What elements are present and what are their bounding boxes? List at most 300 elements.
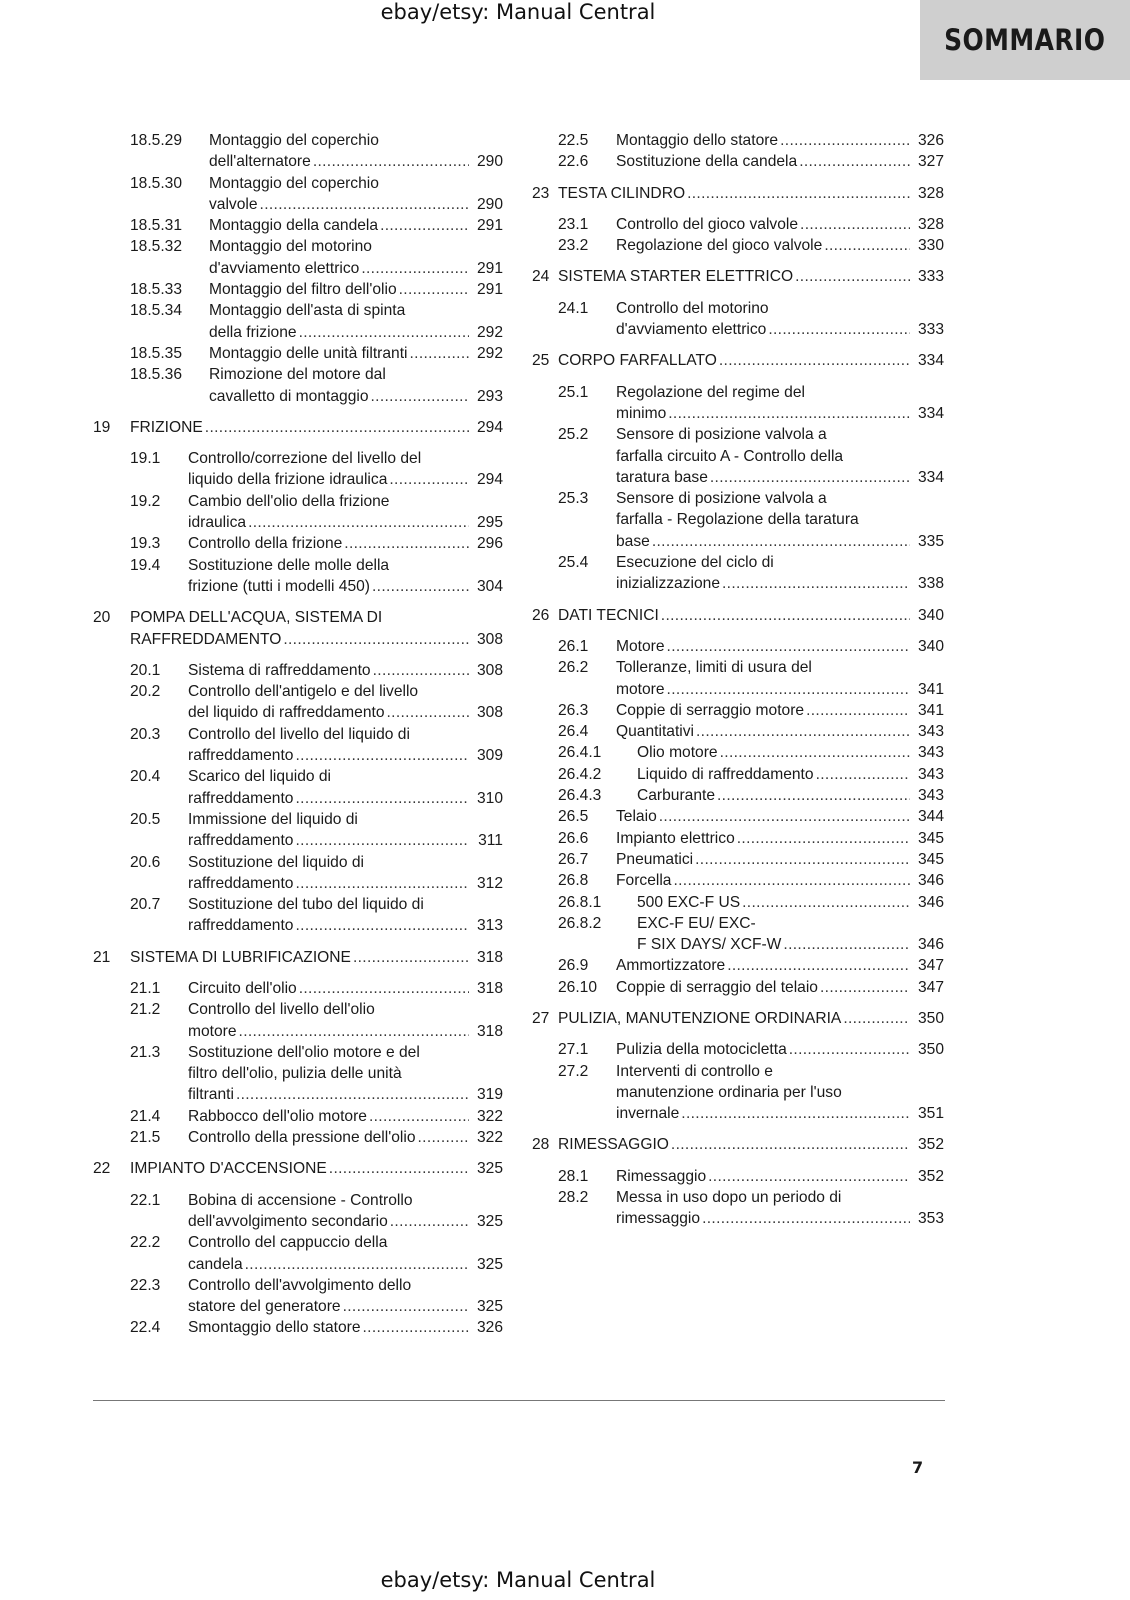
dot-leader: [659, 806, 910, 827]
dot-leader: [329, 1158, 469, 1179]
toc-entry-number: 20.5: [130, 810, 161, 828]
toc-entry-number: 26.5: [558, 808, 589, 826]
toc-entry-title-line: RAFFREDDAMENTO: [130, 630, 282, 648]
toc-entry-title-line: Pulizia della motocicletta: [616, 1041, 787, 1059]
toc-entry-number: 26.1: [558, 637, 589, 655]
toc-chapter[interactable]: [532, 350, 944, 371]
dot-leader: [737, 828, 910, 849]
toc-entry-number: 26.4.2: [558, 765, 602, 783]
toc-entry-page: 347: [917, 957, 944, 975]
toc-entry-title-line: FRIZIONE: [130, 418, 203, 436]
toc-entry-number: 21: [93, 948, 111, 966]
dot-leader: [390, 1211, 469, 1232]
toc-entry-title-line: Rabbocco dell'olio motore: [188, 1107, 367, 1125]
section-tab: [920, 0, 1130, 80]
toc-entry-title-line: Montaggio del coperchio: [209, 174, 379, 192]
toc-entry[interactable]: [93, 1127, 503, 1148]
dot-leader: [820, 977, 910, 998]
toc-entry-page: 334: [917, 352, 944, 370]
toc-entry[interactable]: [532, 424, 944, 488]
toc-entry[interactable]: [532, 700, 944, 721]
toc-chapter[interactable]: [93, 607, 503, 650]
toc-entry-number: 19: [93, 418, 111, 436]
toc-chapter[interactable]: [532, 183, 944, 204]
toc-entry-page: 296: [476, 535, 503, 553]
toc-entry[interactable]: [93, 555, 503, 598]
dot-leader: [295, 830, 469, 851]
toc-entry-number: 18.5.29: [130, 132, 183, 149]
dot-leader: [389, 469, 469, 490]
toc-entry-title-line: Ammortizzatore: [616, 957, 726, 975]
toc-entry-title-line: Bobina di accensione - Controllo: [188, 1191, 413, 1209]
toc-entry-number: 28.2: [558, 1189, 589, 1207]
toc-entry-number: 20: [93, 609, 111, 627]
toc-entry-number: 26.8.2: [558, 914, 602, 932]
toc-entry[interactable]: [532, 828, 944, 849]
toc-entry-page: 295: [476, 514, 503, 532]
toc-entry[interactable]: [532, 764, 944, 785]
toc-entry-title-line: farfalla - Regolazione della taratura: [616, 511, 859, 529]
dot-leader: [720, 742, 910, 763]
toc-entry-title-line: Sostituzione della candela: [616, 153, 798, 171]
footer-divider: [93, 1400, 945, 1401]
toc-entry[interactable]: [532, 657, 944, 700]
toc-entry-page: 352: [917, 1167, 944, 1185]
toc-chapter[interactable]: [93, 417, 503, 438]
toc-entry-title-line: idraulica: [188, 514, 247, 532]
toc-entry-page: 291: [476, 281, 503, 299]
toc-entry[interactable]: [532, 870, 944, 891]
toc-entry-page: 322: [476, 1129, 503, 1147]
dot-leader: [652, 531, 910, 552]
toc-entry-number: 25: [532, 352, 550, 370]
toc-entry-page: 308: [476, 704, 503, 722]
toc-entry-title-line: liquido della frizione idraulica: [188, 471, 388, 489]
toc-entry-page: 343: [917, 765, 944, 783]
toc-entry-number: 20.2: [130, 683, 161, 701]
toc-entry-page: 338: [917, 575, 944, 593]
toc-entry-page: 309: [476, 747, 503, 765]
toc-entry-number: 24: [532, 268, 550, 286]
dot-leader: [353, 947, 469, 968]
toc-entry-title-line: della frizione: [209, 323, 297, 341]
toc-entry-title-line: POMPA DELL'ACQUA, SISTEMA DI: [130, 609, 383, 627]
toc-chapter[interactable]: [93, 1158, 503, 1179]
toc-entry[interactable]: [93, 1275, 503, 1318]
toc-entry-page: 318: [476, 979, 503, 997]
toc-entry-title-line: RIMESSAGGIO: [558, 1136, 669, 1154]
toc-entry[interactable]: [93, 1317, 503, 1338]
dot-leader: [248, 512, 469, 533]
toc-entry-number: 26.4: [558, 723, 589, 741]
toc-entry[interactable]: [532, 488, 944, 552]
toc-entry[interactable]: [532, 849, 944, 870]
dot-leader: [283, 629, 469, 650]
toc-entry-title-line: Interventi di controllo e: [616, 1062, 773, 1080]
toc-entry-number: 27.1: [558, 1041, 589, 1059]
toc-entry-number: 22.5: [558, 132, 589, 149]
toc-entry-number: 26.8.1: [558, 893, 602, 911]
toc-entry-title-line: Sostituzione dell'olio motore e del: [188, 1043, 420, 1061]
toc-entry-title-line: farfalla circuito A - Controllo della: [616, 447, 844, 465]
dot-leader: [205, 417, 469, 438]
toc-entry[interactable]: [93, 448, 503, 491]
toc-entry-page: 351: [917, 1105, 944, 1123]
toc-entry-page: 343: [917, 787, 944, 805]
toc-chapter[interactable]: [532, 266, 944, 287]
toc-entry-page: 293: [476, 387, 503, 405]
toc-entry-page: 333: [917, 268, 944, 286]
dot-leader: [799, 151, 910, 172]
toc-entry-page: 318: [476, 948, 503, 966]
toc-entry[interactable]: [532, 130, 944, 151]
toc-chapter[interactable]: [532, 605, 944, 626]
toc-chapter[interactable]: [532, 1008, 944, 1029]
toc-entry[interactable]: [532, 552, 944, 595]
toc-entry[interactable]: [532, 151, 944, 172]
toc-entry[interactable]: [532, 955, 944, 976]
toc-entry-title-line: SISTEMA STARTER ELETTRICO: [558, 268, 794, 286]
dot-leader: [260, 194, 469, 215]
toc-entry-page: 291: [476, 217, 503, 235]
toc-entry-page: 327: [917, 153, 944, 171]
toc-entry-title-line: Immissione del liquido di: [188, 810, 358, 828]
toc-entry[interactable]: [93, 894, 503, 937]
toc-right-column: [532, 130, 944, 1230]
toc-entry-number: 26.10: [558, 978, 598, 996]
toc-entry-number: 18.5.32: [130, 238, 183, 256]
dot-leader: [719, 350, 910, 371]
dot-leader: [695, 849, 910, 870]
toc-entry[interactable]: [93, 130, 503, 173]
toc-entry-page: 346: [917, 893, 944, 911]
toc-entry-title-line: Regolazione del gioco valvole: [616, 237, 823, 255]
toc-entry-title-line: Controllo/correzione del livello del: [188, 450, 422, 468]
toc-entry[interactable]: [93, 724, 503, 767]
toc-entry-number: 25.2: [558, 426, 589, 444]
toc-entry-title-line: Smontaggio dello statore: [188, 1319, 361, 1337]
toc-entry-title-line: candela: [188, 1255, 243, 1273]
toc-entry-title-line: Controllo del gioco valvole: [616, 215, 799, 233]
dot-leader: [380, 215, 469, 236]
dot-leader: [708, 1166, 910, 1187]
toc-entry-number: 18.5.34: [130, 302, 183, 320]
toc-entry-title-line: IMPIANTO D'ACCENSIONE: [130, 1160, 327, 1178]
dot-leader: [687, 183, 910, 204]
dot-leader: [295, 915, 469, 936]
toc-entry-page: 328: [917, 184, 944, 202]
toc-left-column: [93, 130, 503, 1339]
toc-entry-page: 294: [476, 418, 503, 436]
dot-leader: [671, 1134, 910, 1155]
toc-entry[interactable]: [532, 721, 944, 742]
toc-entry-title-line: Montaggio del coperchio: [209, 132, 379, 149]
toc-entry-title-line: Montaggio del motorino: [209, 238, 372, 256]
dot-leader: [816, 764, 910, 785]
toc-entry-title-line: Sostituzione del tubo del liquido di: [188, 896, 424, 914]
toc-entry[interactable]: [93, 1042, 503, 1106]
toc-entry-title-line: Montaggio della candela: [209, 217, 379, 235]
watermark-top: ebay/etsy: Manual Central: [380, 0, 656, 24]
toc-entry-number: 22.2: [130, 1234, 161, 1252]
toc-entry-number: 28.1: [558, 1167, 589, 1185]
toc-entry-title-line: base: [616, 532, 650, 550]
dot-leader: [418, 1127, 470, 1148]
toc-entry[interactable]: [532, 742, 944, 763]
dot-leader: [661, 605, 910, 626]
toc-entry-title-line: Scarico del liquido di: [188, 768, 332, 786]
dot-leader: [373, 660, 469, 681]
dot-leader: [387, 702, 470, 723]
toc-entry-title-line: Telaio: [616, 808, 657, 826]
toc-entry-title-line: Sistema di raffreddamento: [188, 661, 371, 679]
toc-entry-page: 322: [476, 1107, 503, 1125]
dot-leader: [313, 151, 469, 172]
toc-entry[interactable]: [532, 913, 944, 956]
toc-entry[interactable]: [93, 1232, 503, 1275]
toc-entry-title-line: Sensore di posizione valvola a: [616, 426, 827, 444]
toc-entry-title-line: invernale: [616, 1105, 680, 1123]
toc-entry-page: 335: [917, 532, 944, 550]
toc-entry[interactable]: [532, 1061, 944, 1125]
toc-entry-title-line: Liquido di raffreddamento: [637, 765, 814, 783]
toc-entry[interactable]: [532, 636, 944, 657]
toc-entry-number: 26.2: [558, 659, 589, 677]
toc-entry-page: 308: [476, 661, 503, 679]
toc-entry-number: 26.4.1: [558, 744, 602, 762]
toc-entry-page: 343: [917, 744, 944, 762]
toc-entry[interactable]: [93, 766, 503, 809]
toc-entry-number: 22.1: [130, 1191, 161, 1209]
toc-entry-title-line: Controllo della frizione: [188, 535, 343, 553]
toc-entry-number: 20.3: [130, 725, 161, 743]
dot-leader: [369, 1106, 469, 1127]
dot-leader: [681, 1103, 910, 1124]
dot-leader: [245, 1254, 469, 1275]
dot-leader: [236, 1084, 469, 1105]
toc-entry-page: 325: [476, 1160, 503, 1178]
toc-entry[interactable]: [532, 1187, 944, 1230]
toc-entry[interactable]: [93, 300, 503, 343]
toc-entry[interactable]: [532, 785, 944, 806]
toc-entry-number: 21.4: [130, 1107, 161, 1125]
toc-entry-number: 19.2: [130, 492, 161, 510]
toc-entry-title-line: Controllo del livello dell'olio: [188, 1001, 375, 1019]
toc-entry-number: 19.1: [130, 450, 161, 468]
toc-entry-page: 345: [917, 829, 944, 847]
toc-entry-number: 25.3: [558, 490, 589, 508]
toc-entry-page: 290: [476, 195, 503, 213]
toc-entry-page: 334: [917, 468, 944, 486]
toc-entry[interactable]: [532, 298, 944, 341]
toc-entry-page: 292: [476, 344, 503, 362]
toc-entry-number: 20.7: [130, 896, 161, 914]
toc-entry-page: 344: [917, 808, 944, 826]
toc-entry-title-line: Quantitativi: [616, 723, 695, 741]
toc-entry-number: 26.9: [558, 957, 589, 975]
toc-entry[interactable]: [93, 809, 503, 852]
toc-entry[interactable]: [532, 235, 944, 256]
toc-entry-title-line: Montaggio dell'asta di spinta: [209, 302, 406, 320]
toc-entry[interactable]: [532, 977, 944, 998]
toc-entry-title-line: Controllo del cappuccio della: [188, 1234, 388, 1252]
toc-entry-title-line: Carburante: [637, 787, 716, 805]
dot-leader: [783, 934, 910, 955]
toc-entry-title-line: Controllo del motorino: [616, 299, 769, 317]
toc-entry-number: 18.5.31: [130, 217, 183, 235]
toc-entry-title-line: rimessaggio: [616, 1210, 701, 1228]
toc-entry-title-line: Cambio dell'olio della frizione: [188, 492, 390, 510]
dot-leader: [239, 1021, 469, 1042]
toc-entry-number: 24.1: [558, 299, 589, 317]
toc-entry-number: 26.3: [558, 701, 589, 719]
toc-entry-number: 22: [93, 1160, 111, 1178]
toc-entry-number: 22.4: [130, 1319, 161, 1337]
toc-entry-title-line: Montaggio dello statore: [616, 132, 779, 149]
toc-entry[interactable]: [93, 978, 503, 999]
toc-entry-title-line: Coppie di serraggio motore: [616, 701, 805, 719]
toc-entry-title-line: statore del generatore: [188, 1298, 341, 1316]
toc-entry-page: 325: [476, 1255, 503, 1273]
dot-leader: [727, 955, 910, 976]
toc-entry-title-line: dell'avvolgimento secondario: [188, 1212, 388, 1230]
toc-entry-number: 20.1: [130, 661, 161, 679]
toc-entry-title-line: inizializzazione: [616, 575, 721, 593]
toc-entry-page: 340: [917, 637, 944, 655]
dot-leader: [343, 1296, 469, 1317]
toc-entry-title-line: motore: [616, 680, 665, 698]
toc-entry-title-line: CORPO FARFALLATO: [558, 352, 717, 370]
toc-entry-title-line: DATI TECNICI: [558, 606, 659, 624]
toc-entry-title-line: SISTEMA DI LUBRIFICAZIONE: [130, 948, 351, 966]
toc-entry-number: 18.5.36: [130, 366, 183, 384]
toc-entry[interactable]: [93, 236, 503, 279]
dot-leader: [824, 235, 910, 256]
toc-entry-page: 346: [917, 872, 944, 890]
toc-entry-title-line: raffreddamento: [188, 789, 294, 807]
toc-entry-title-line: Sostituzione del liquido di: [188, 853, 364, 871]
toc-entry[interactable]: [93, 343, 503, 364]
toc-entry-title-line: filtranti: [188, 1086, 234, 1104]
toc-entry-title-line: Tolleranze, limiti di usura del: [616, 659, 812, 677]
toc-entry-title-line: Motore: [616, 637, 665, 655]
toc-entry-page: 328: [917, 215, 944, 233]
dot-leader: [806, 700, 910, 721]
dot-leader: [702, 1208, 910, 1229]
toc-entry-page: 347: [917, 978, 944, 996]
toc-entry-page: 290: [476, 153, 503, 171]
dot-leader: [344, 533, 469, 554]
toc-entry-page: 345: [917, 850, 944, 868]
toc-entry-page: 340: [917, 606, 944, 624]
toc-entry-title-line: TESTA CILINDRO: [558, 184, 686, 202]
toc-entry-number: 21.3: [130, 1043, 161, 1061]
toc-entry[interactable]: [93, 533, 503, 554]
dot-leader: [299, 978, 469, 999]
toc-entry-number: 26.6: [558, 829, 589, 847]
toc-entry[interactable]: [532, 806, 944, 827]
toc-entry[interactable]: [93, 1106, 503, 1127]
toc-entry-page: 341: [917, 701, 944, 719]
toc-entry-page: 304: [476, 577, 503, 595]
dot-leader: [742, 892, 910, 913]
dot-leader: [780, 130, 910, 151]
toc-entry-title-line: Controllo della pressione dell'olio: [188, 1129, 416, 1147]
toc-entry-title-line: taratura base: [616, 468, 708, 486]
toc-entry-title-line: raffreddamento: [188, 917, 294, 935]
toc-entry[interactable]: [93, 999, 503, 1042]
toc-entry-title-line: Controllo dell'avvolgimento dello: [188, 1276, 412, 1294]
toc-entry-title-line: Messa in uso dopo un periodo di: [616, 1189, 842, 1207]
toc-entry-number: 20.4: [130, 768, 161, 786]
toc-entry-page: 343: [917, 723, 944, 741]
toc-entry[interactable]: [532, 214, 944, 235]
dot-leader: [299, 322, 469, 343]
toc-entry-page: 325: [476, 1212, 503, 1230]
toc-entry-number: 23.1: [558, 215, 589, 233]
toc-chapter[interactable]: [93, 947, 503, 968]
toc-entry-page: 341: [917, 680, 944, 698]
toc-entry-title-line: filtro dell'olio, pulizia delle unità: [188, 1065, 402, 1083]
toc-entry[interactable]: [93, 364, 503, 407]
toc-entry[interactable]: [93, 1190, 503, 1233]
toc-entry-title-line: manutenzione ordinaria per l'uso: [616, 1083, 842, 1101]
toc-entry-number: 25.1: [558, 383, 589, 401]
dot-leader: [667, 679, 910, 700]
toc-entry-title-line: Olio motore: [637, 744, 718, 762]
toc-entry[interactable]: [532, 1039, 944, 1060]
toc-entry[interactable]: [532, 892, 944, 913]
dot-leader: [372, 576, 469, 597]
toc-chapter[interactable]: [532, 1134, 944, 1155]
toc-entry-page: 326: [476, 1319, 503, 1337]
toc-entry-number: 27.2: [558, 1062, 589, 1080]
toc-entry-page: 308: [476, 630, 503, 648]
toc-entry[interactable]: [93, 215, 503, 236]
dot-leader: [399, 279, 469, 300]
toc-entry-page: 353: [917, 1210, 944, 1228]
toc-entry[interactable]: [93, 852, 503, 895]
toc-entry-title-line: Controllo del livello del liquido di: [188, 725, 410, 743]
toc-entry-title-line: Sensore di posizione valvola a: [616, 490, 827, 508]
toc-entry-title-line: EXC-F EU/ EXC-: [637, 914, 756, 932]
dot-leader: [668, 403, 910, 424]
toc-entry-title-line: PULIZIA, MANUTENZIONE ORDINARIA: [558, 1009, 842, 1027]
toc-entry[interactable]: [532, 1166, 944, 1187]
toc-entry-page: 318: [476, 1022, 503, 1040]
dot-leader: [789, 1039, 910, 1060]
toc-entry[interactable]: [93, 681, 503, 724]
toc-entry-title-line: 500 EXC-F US: [637, 893, 741, 911]
toc-entry-title-line: Controllo dell'antigelo e del livello: [188, 683, 419, 701]
toc-entry[interactable]: [93, 660, 503, 681]
toc-entry-page: 326: [917, 132, 944, 149]
toc-entry-title-line: frizione (tutti i modelli 450): [188, 577, 371, 595]
toc-entry-title-line: Pneumatici: [616, 850, 694, 868]
toc-entry-number: 18.5.30: [130, 174, 183, 192]
toc-entry-number: 20.6: [130, 853, 161, 871]
toc-entry-number: 21.1: [130, 979, 161, 997]
toc-entry-page: 292: [476, 323, 503, 341]
toc-entry-number: 19.3: [130, 535, 161, 553]
toc-entry[interactable]: [93, 173, 503, 216]
toc-entry[interactable]: [532, 382, 944, 425]
dot-leader: [410, 343, 469, 364]
toc-entry[interactable]: [93, 491, 503, 534]
toc-entry-title-line: Montaggio delle unità filtranti: [209, 344, 408, 362]
toc-entry[interactable]: [93, 279, 503, 300]
toc-entry-page: 346: [917, 936, 944, 954]
